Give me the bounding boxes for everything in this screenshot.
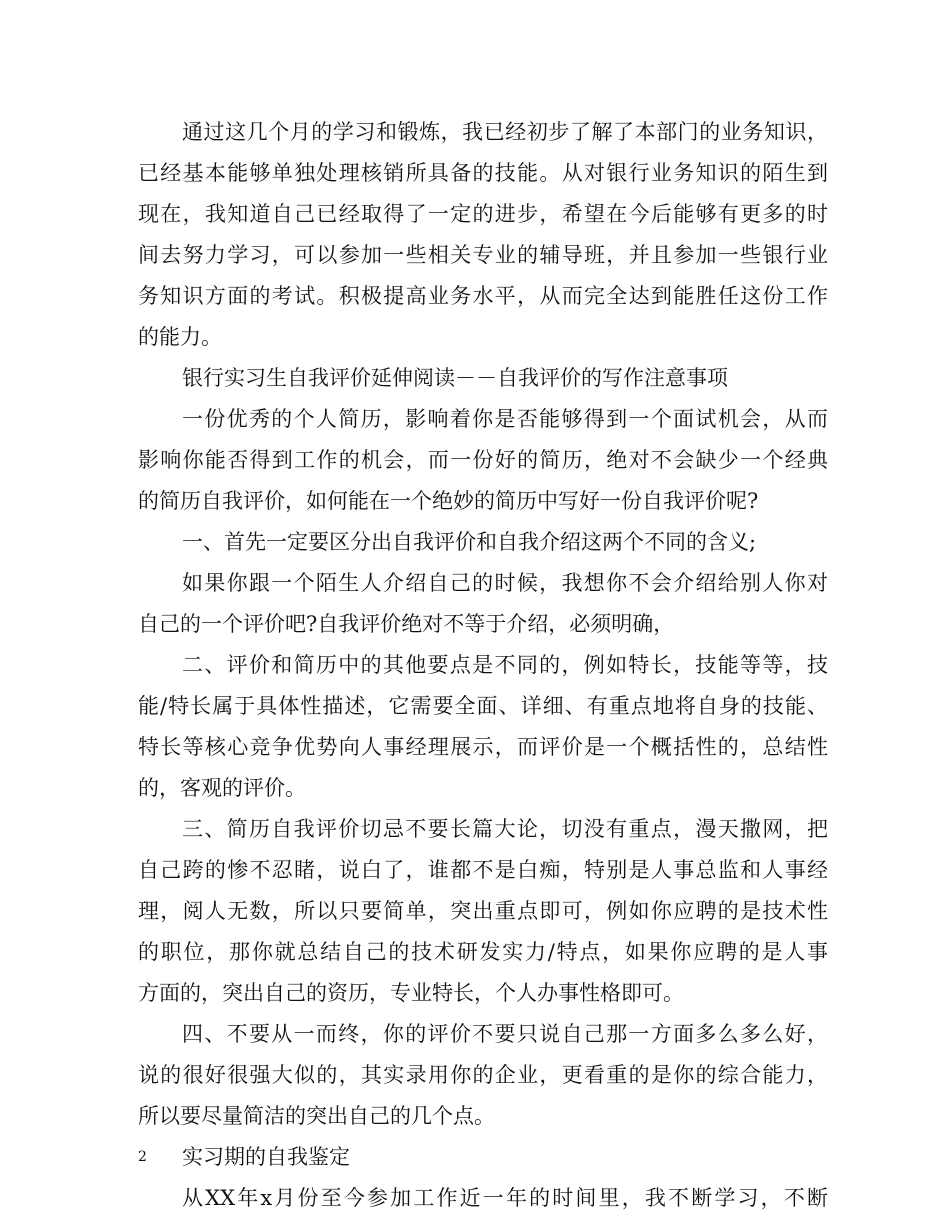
text-line: 特长等核心竞争优势向人事经理展示，而评价是一个概括性的，总结性 [138, 735, 828, 759]
text-line: 从XX年x月份至今参加工作近一年的时间里，我不断学习，不断 [182, 1186, 828, 1210]
text-line: 一份优秀的个人简历，影响着你是否能够得到一个面试机会，从而 [182, 407, 828, 431]
text-line: 理，阅人无数，所以只要简单，突出重点即可，例如你应聘的是技术性 [138, 899, 828, 923]
text-line: 的职位，那你就总结自己的技术研发实力/特点，如果你应聘的是人事 [138, 940, 828, 964]
paragraph [138, 645, 828, 809]
paragraph [138, 522, 828, 563]
text-line: 间去努力学习，可以参加一些相关专业的辅导班，并且参加一些银行业 [138, 243, 828, 267]
text-line: 的能力。 [138, 325, 222, 349]
text-line: 自己跨的惨不忍睹，说白了，谁都不是白痴，特别是人事总监和人事经 [138, 858, 828, 882]
text-line: 说的很好很强大似的，其实录用你的企业，更看重的是你的综合能力， [138, 1063, 828, 1087]
paragraph [138, 1178, 828, 1219]
paragraph [138, 1014, 828, 1137]
text-line: 一、首先一定要区分出自我评价和自我介绍这两个不同的含义; [182, 530, 757, 554]
text-line: 四、不要从一而终，你的评价不要只说自己那一方面多么多么好， [182, 1022, 828, 1046]
text-line: 影响你能否得到工作的机会，而一份好的简历，绝对不会缺少一个经典 [138, 448, 828, 472]
text-line: 实习期的自我鉴定 [182, 1145, 350, 1169]
paragraph [138, 563, 828, 645]
section-heading [138, 1137, 828, 1178]
paragraph [138, 809, 828, 1014]
text-line: 的，客观的评价。 [138, 776, 306, 800]
text-line: 如果你跟一个陌生人介绍自己的时候，我想你不会介绍给别人你对 [182, 571, 828, 595]
page-number: 2 [138, 1149, 147, 1165]
text-line: 所以要尽量简洁的突出自己的几个点。 [138, 1104, 495, 1128]
document-body [138, 112, 828, 1219]
text-line: 方面的，突出自己的资历，专业特长，个人办事性格即可。 [138, 981, 684, 1005]
text-line: 的简历自我评价，如何能在一个绝妙的简历中写好一份自我评价呢? [138, 489, 759, 513]
paragraph [138, 399, 828, 522]
text-line: 能/特长属于具体性描述，它需要全面、详细、有重点地将自身的技能、 [138, 694, 828, 718]
text-line: 自己的一个评价吧?自我评价绝对不等于介绍，必须明确， [138, 612, 675, 636]
text-line: 三、简历自我评价切忌不要长篇大论，切没有重点，漫天撒网，把 [182, 817, 828, 841]
paragraph [138, 112, 828, 358]
text-line: 务知识方面的考试。积极提高业务水平，从而完全达到能胜任这份工作 [138, 284, 828, 308]
text-line: 现在，我知道自己已经取得了一定的进步，希望在今后能够有更多的时 [138, 202, 828, 226]
text-line: 银行实习生自我评价延伸阅读－－自我评价的写作注意事项 [182, 366, 728, 390]
section-heading [138, 358, 828, 399]
text-line: 二、评价和简历中的其他要点是不同的，例如特长，技能等等，技 [182, 653, 828, 677]
text-line: 已经基本能够单独处理核销所具备的技能。从对银行业务知识的陌生到 [138, 161, 828, 185]
text-line: 通过这几个月的学习和锻炼，我已经初步了解了本部门的业务知识， [182, 120, 828, 144]
